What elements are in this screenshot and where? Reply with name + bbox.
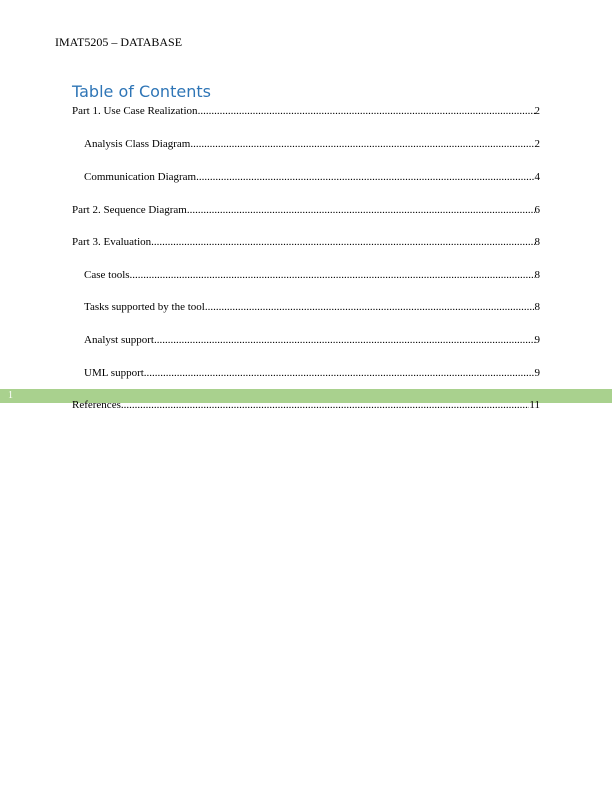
toc-entry-tasks-supported[interactable]: [84, 300, 540, 314]
document-header: IMAT5205 – DATABASE: [55, 35, 183, 49]
toc-entry-label: UML support: [84, 367, 144, 379]
toc-entry-label: Tasks supported by the tool: [84, 301, 205, 313]
toc-entry-uml-support[interactable]: [84, 366, 540, 380]
toc-entry-references[interactable]: [72, 398, 540, 412]
toc-entry-page: 8: [534, 236, 540, 248]
toc-entry-part2[interactable]: [72, 203, 540, 217]
toc-entry-label: Analysis Class Diagram: [84, 138, 191, 150]
toc-entry-label: Communication Diagram: [84, 171, 197, 183]
toc-entry-part1[interactable]: [72, 104, 540, 118]
toc-entry-label: Part 2. Sequence Diagram: [72, 204, 187, 216]
toc-entry-label: Case tools: [84, 269, 130, 281]
toc-entry-part3[interactable]: [72, 235, 540, 249]
toc-entry-analyst-support[interactable]: [84, 333, 540, 347]
page-number: 1: [8, 390, 13, 401]
toc-entry-page: 8: [534, 301, 540, 313]
toc-entry-page: 9: [534, 367, 540, 379]
toc-entry-page: 2: [534, 138, 540, 150]
toc-entry-page: 8: [534, 269, 540, 281]
toc-entry-label: Part 1. Use Case Realization: [72, 105, 198, 117]
toc-entry-page: 9: [534, 334, 540, 346]
toc-leader-dots: [130, 268, 535, 282]
toc-entry-case-tools[interactable]: [84, 268, 540, 282]
toc-leader-dots: [144, 366, 535, 380]
toc-leader-dots: [151, 235, 534, 249]
toc-entry-page: 4: [534, 171, 540, 183]
toc-entry-page: 2: [534, 105, 540, 117]
toc-entry-label: Analyst support: [84, 334, 154, 346]
toc-title: Table of Contents: [72, 82, 211, 101]
toc-leader-dots: [205, 300, 535, 314]
toc-entry-analysis-class-diagram[interactable]: [84, 137, 540, 151]
toc-leader-dots: [190, 137, 534, 151]
toc-entry-page: 6: [534, 204, 540, 216]
toc-leader-dots: [154, 333, 535, 347]
toc-entry-communication-diagram[interactable]: [84, 170, 540, 184]
toc-leader-dots: [187, 203, 535, 217]
toc-leader-dots: [121, 398, 530, 412]
toc-leader-dots: [196, 170, 534, 184]
toc-entry-page: 11: [529, 399, 540, 411]
toc-entry-label: References: [72, 399, 121, 411]
toc-entry-label: Part 3. Evaluation: [72, 236, 152, 248]
toc-leader-dots: [198, 104, 535, 118]
